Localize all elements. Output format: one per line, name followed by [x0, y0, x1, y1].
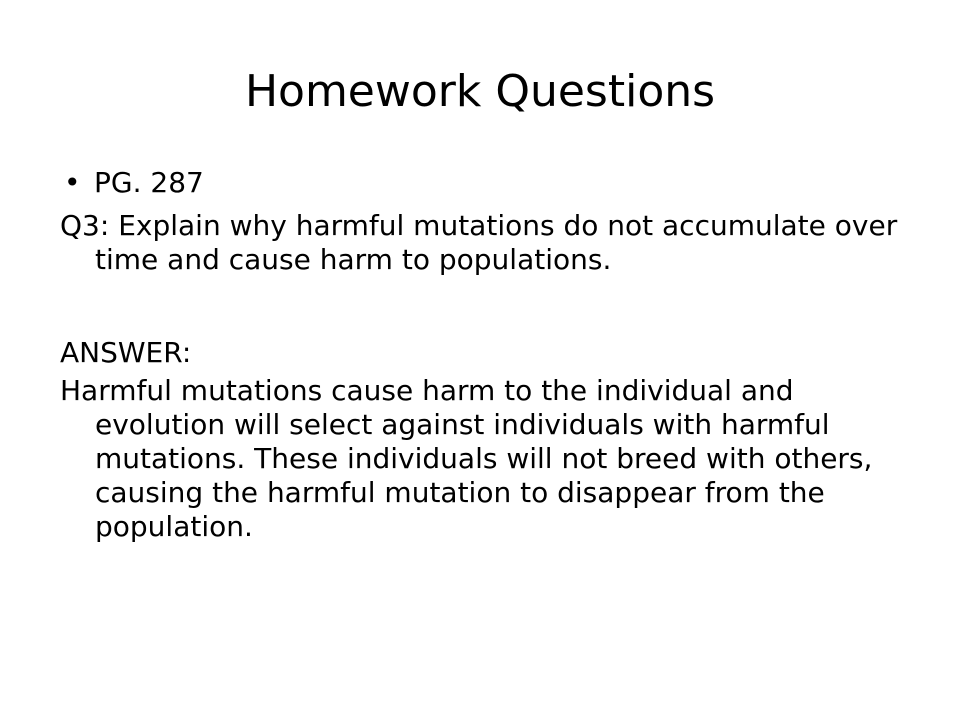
spacer	[60, 277, 920, 323]
slide-content	[60, 166, 920, 544]
answer-label: ANSWER:	[60, 336, 192, 369]
slide-title: Homework Questions	[244, 66, 716, 117]
answer-text: Harmful mutations cause harm to the individual and evolution will select against individuals with harmful mutations. These individuals will not breed with others, causing the harmful mutation to disappear from the population.	[60, 374, 873, 543]
bullet-text: PG. 287	[94, 166, 204, 199]
bullet-dot-icon: •	[64, 166, 81, 199]
bullet-item-page	[60, 166, 920, 200]
question-text: Q3: Explain why harmful mutations do not accumulate over time and cause harm to populations.	[60, 209, 898, 276]
